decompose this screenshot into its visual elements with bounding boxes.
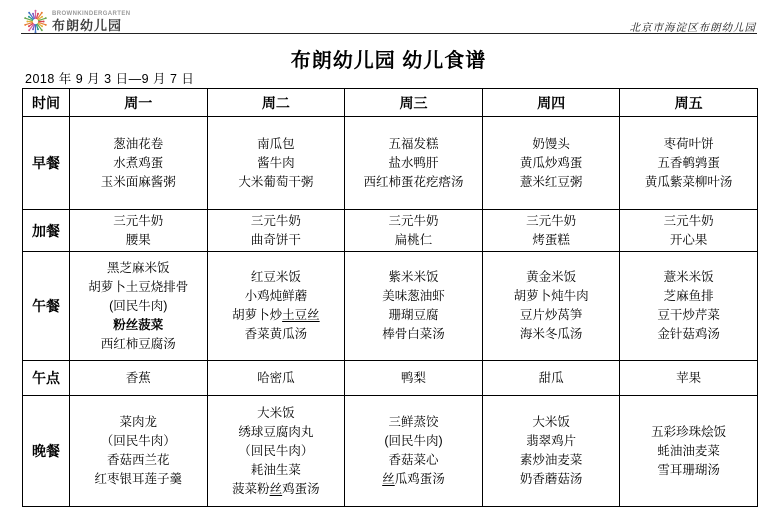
menu-item: 大米饭 [532, 415, 570, 429]
menu-item: 曲奇饼干 [250, 232, 301, 247]
header-divider [21, 33, 757, 34]
meal-row [23, 396, 758, 507]
menu-cell [345, 396, 483, 507]
menu-item: (回民牛肉) [384, 434, 443, 448]
date-range: 2018 年 9 月 3 日—9 月 7 日 [25, 72, 195, 86]
meal-row-label: 午餐 [23, 252, 70, 361]
menu-cell [70, 396, 208, 507]
day-column-header: 周三 [345, 89, 483, 117]
menu-cell [70, 361, 208, 396]
menu-item: 枣荷叶饼 [663, 136, 714, 151]
menu-item: 黑芝麻米饭 [107, 260, 170, 275]
menu-item: 奶馒头 [532, 136, 570, 151]
menu-item: 粉丝菠菜 [113, 317, 164, 332]
day-column-header: 周一 [70, 89, 208, 117]
menu-item: 五香鹌鹑蛋 [657, 155, 720, 170]
menu-item: 三鲜蒸饺 [388, 415, 439, 429]
menu-item: 豆片炒莴笋 [519, 308, 583, 322]
menu-item: 玉米面麻酱粥 [100, 174, 176, 189]
menu-cell [207, 252, 345, 361]
menu-item: 紫米米饭 [388, 270, 439, 284]
menu-item: 五彩珍珠烩饭 [651, 424, 727, 439]
menu-cell [345, 361, 483, 396]
menu-item: 红豆米饭 [250, 270, 301, 284]
menu-item: 胡萝卜土豆烧排骨 [88, 279, 189, 294]
logo-text [52, 11, 130, 32]
menu-cell [345, 117, 483, 210]
menu-item [347, 470, 480, 489]
menu-item: 薏米米饭 [663, 270, 714, 284]
menu-item: 胡萝卜炖牛肉 [513, 289, 589, 303]
menu-cell [620, 396, 758, 507]
menu-cell [207, 396, 345, 507]
letterhead-district-text: 北京市海淀区布朗幼儿园 [629, 23, 756, 34]
menu-item-segment: 丝 [269, 481, 283, 496]
menu-item-segment: 土豆丝 [282, 308, 320, 322]
menu-item [210, 480, 343, 499]
meal-row-label: 午点 [23, 361, 70, 396]
menu-item: 哈密瓜 [257, 370, 295, 385]
menu-item: 蚝油油麦菜 [657, 443, 720, 458]
menu-item-segment: 鸡蛋汤 [282, 481, 320, 496]
menu-item: 五福发糕 [388, 136, 439, 151]
day-column-header: 周五 [620, 89, 758, 117]
starburst-logo-icon [22, 8, 49, 35]
menu-item: 腰果 [125, 232, 151, 247]
menu-item: 西红柿豆腐汤 [100, 336, 176, 351]
menu-item: 葱油花卷 [113, 136, 164, 151]
menu-item: 南瓜包 [257, 136, 295, 151]
menu-item: 黄瓜炒鸡蛋 [519, 155, 583, 170]
menu-item: 小鸡炖鲜蘑 [244, 289, 308, 303]
menu-item: 黄瓜紫菜柳叶汤 [644, 174, 733, 189]
menu-item: 水煮鸡蛋 [113, 155, 164, 170]
menu-item: 雪耳珊瑚汤 [657, 462, 720, 477]
menu-item: 三元牛奶 [388, 213, 439, 228]
time-column-header: 时间 [23, 89, 70, 117]
menu-item: 香菇西兰花 [107, 453, 170, 467]
menu-item: 烤蛋糕 [532, 232, 570, 247]
menu-item: 翡翠鸡片 [526, 434, 577, 448]
menu-item: 素炒油麦菜 [519, 453, 583, 467]
menu-item: 棒骨白菜汤 [382, 327, 445, 341]
menu-cell [207, 361, 345, 396]
menu-table [22, 88, 758, 507]
menu-item: 酱牛肉 [257, 155, 295, 170]
menu-item: 甜瓜 [538, 370, 564, 385]
meal-row [23, 252, 758, 361]
menu-item: 菜肉龙 [119, 415, 158, 429]
menu-item: 珊瑚豆腐 [388, 308, 439, 322]
menu-item: 三元牛奶 [526, 213, 577, 228]
logo-brand-english: BROWNKINDERGARTEN [52, 11, 131, 17]
menu-cell [482, 361, 620, 396]
menu-item-segment: 瓜鸡蛋汤 [394, 472, 445, 486]
menu-cell [207, 210, 345, 252]
menu-item: 薏米红豆粥 [519, 174, 583, 189]
menu-item: 美味葱油虾 [382, 289, 445, 303]
menu-item: 三元牛奶 [250, 213, 301, 228]
menu-item: 三元牛奶 [663, 213, 714, 228]
menu-item: 豆干炒芹菜 [657, 308, 720, 322]
menu-cell [70, 117, 208, 210]
menu-cell [345, 252, 483, 361]
menu-cell [70, 210, 208, 252]
menu-item: 黄金米饭 [526, 270, 577, 284]
menu-item: 大米饭 [257, 405, 295, 420]
menu-item: 苹果 [676, 370, 702, 385]
menu-item: （回民牛肉） [100, 434, 176, 448]
kindergarten-logo [22, 8, 130, 35]
menu-item: 扁桃仁 [394, 232, 433, 247]
menu-cell [620, 252, 758, 361]
day-column-header: 周二 [207, 89, 345, 117]
menu-item-segment: 菠菜粉 [232, 481, 270, 496]
meal-row-label: 早餐 [23, 117, 70, 210]
menu-item: 三元牛奶 [113, 213, 164, 228]
day-column-header: 周四 [482, 89, 620, 117]
menu-table-head [23, 89, 758, 117]
menu-table-body [23, 117, 758, 507]
menu-cell [345, 210, 483, 252]
logo-brand-chinese: 布朗幼儿园 [52, 18, 123, 33]
menu-cell [207, 117, 345, 210]
menu-item-segment: 胡萝卜炒 [232, 308, 283, 322]
menu-cell [482, 117, 620, 210]
menu-cell [482, 252, 620, 361]
menu-item: 红枣银耳莲子羹 [94, 472, 183, 486]
menu-item: (回民牛肉) [109, 298, 168, 313]
meal-row [23, 361, 758, 396]
menu-item: 耗油生菜 [250, 462, 301, 477]
menu-item: 金针菇鸡汤 [657, 327, 720, 341]
menu-item: 西红柿蛋花疙瘩汤 [363, 174, 464, 189]
menu-item: 盐水鸭肝 [388, 155, 439, 170]
menu-cell [70, 252, 208, 361]
menu-item: 鸭梨 [400, 370, 426, 385]
menu-item: 绣球豆腐肉丸 [238, 424, 314, 439]
menu-item: 香菜黄瓜汤 [244, 327, 308, 341]
meal-row [23, 210, 758, 252]
menu-item [210, 306, 343, 325]
menu-item: 香菇菜心 [388, 453, 439, 467]
menu-item: 开心果 [669, 232, 708, 247]
menu-item: 芝麻鱼排 [663, 289, 714, 303]
menu-item: 大米葡萄干粥 [238, 174, 314, 189]
menu-cell [482, 210, 620, 252]
menu-item: （回民牛肉） [238, 443, 314, 458]
header-row [23, 89, 758, 117]
menu-item: 奶香蘑菇汤 [519, 472, 583, 486]
menu-item: 海米冬瓜汤 [519, 327, 583, 341]
menu-cell [620, 117, 758, 210]
menu-cell [620, 361, 758, 396]
page-title: 布朗幼儿园 幼儿食谱 [290, 50, 487, 72]
menu-item: 香蕉 [125, 370, 151, 385]
menu-item-segment: 丝 [382, 472, 395, 486]
meal-row-label: 加餐 [23, 210, 70, 252]
menu-cell [482, 396, 620, 507]
menu-cell [620, 210, 758, 252]
meal-row [23, 117, 758, 210]
meal-row-label: 晚餐 [23, 396, 70, 507]
